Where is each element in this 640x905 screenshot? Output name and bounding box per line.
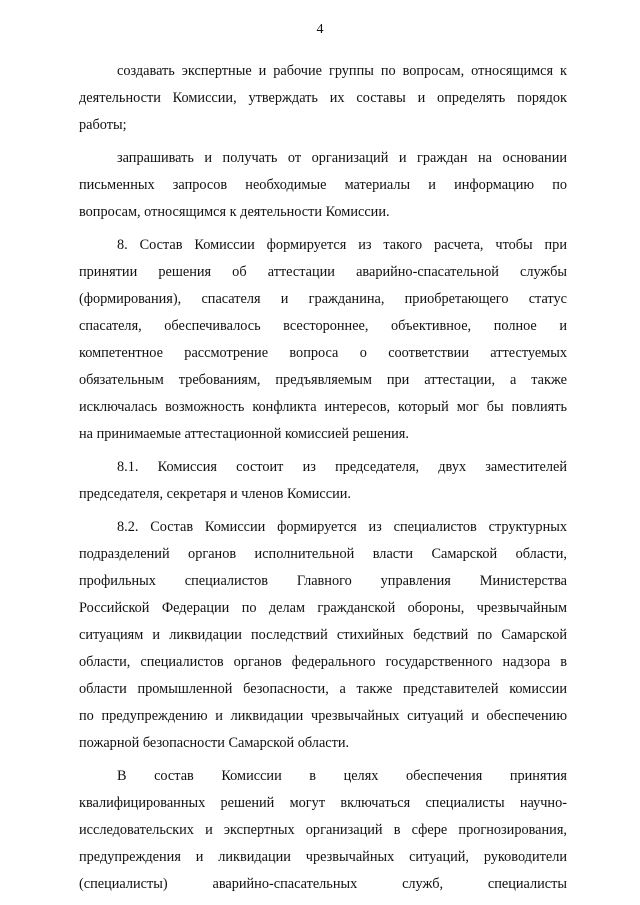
text-line: предупреждения и ликвидации чрезвычайных ситуаций, руководители [79, 849, 567, 865]
paragraph-section-8 [79, 232, 567, 448]
text-line: 8.1. Комиссия состоит из председателя, двух заместителей [117, 459, 567, 475]
text-line: В состав Комиссии в целях обеспечения принятия [117, 768, 567, 784]
text-line: (формирования), спасателя и гражданина, приобретающего статус [79, 291, 567, 307]
text-line: письменных запросов необходимые материалы и информацию по [79, 177, 567, 193]
paragraph-commission-composition [79, 763, 567, 898]
page-number: 4 [316, 22, 324, 37]
text-line: спасателя, обеспечивалось всестороннее, объективное, полное и [79, 318, 567, 334]
text-line: обязательным требованиям, предъявляемым при аттестации, а также [79, 372, 567, 388]
text-line: деятельности Комиссии, утверждать их составы и определять порядок [79, 90, 567, 106]
text-line: области, специалистов органов федерального государственного надзора в [79, 654, 567, 670]
text-line: председателя, секретаря и членов Комиссии. [79, 486, 351, 502]
text-line: (специалисты) аварийно-спасательных служб, специалисты [79, 876, 567, 892]
text-line: по предупреждению и ликвидации чрезвычайных ситуаций и обеспечению [79, 708, 567, 724]
paragraph-section-8-1 [79, 454, 567, 508]
text-line: принятии решения об аттестации аварийно-спасательной службы [79, 264, 567, 280]
text-line: исключалась возможность конфликта интересов, который мог бы повлиять [79, 399, 567, 415]
paragraph-expert-groups [79, 58, 567, 139]
text-line: вопросам, относящимся к деятельности Комиссии. [79, 204, 390, 220]
text-line: работы; [79, 117, 127, 133]
text-line: 8.2. Состав Комиссии формируется из специалистов структурных [117, 519, 567, 535]
text-line: компетентное рассмотрение вопроса о соответствии аттестуемых [79, 345, 567, 361]
paragraph-section-8-2 [79, 514, 567, 757]
text-line: профильных специалистов Главного управления Министерства [79, 573, 567, 589]
text-line: пожарной безопасности Самарской области. [79, 735, 350, 751]
document-body [79, 58, 567, 898]
text-line: подразделений органов исполнительной власти Самарской области, [79, 546, 567, 562]
text-line: на принимаемые аттестационной комиссией решения. [79, 426, 409, 442]
text-line: исследовательских и экспертных организаций в сфере прогнозирования, [79, 822, 567, 838]
text-line: квалифицированных решений могут включаться специалисты научно- [79, 795, 567, 811]
text-line: ситуациям и ликвидации последствий стихийных бедствий по Самарской [79, 627, 567, 643]
text-line: области промышленной безопасности, а также представителей комиссии [79, 681, 567, 697]
text-line: Российской Федерации по делам гражданской обороны, чрезвычайным [79, 600, 567, 616]
text-line: создавать экспертные и рабочие группы по вопросам, относящимся к [117, 63, 567, 79]
text-line: запрашивать и получать от организаций и граждан на основании [117, 150, 567, 166]
paragraph-request-materials [79, 145, 567, 226]
text-line: 8. Состав Комиссии формируется из такого расчета, чтобы при [117, 237, 567, 253]
